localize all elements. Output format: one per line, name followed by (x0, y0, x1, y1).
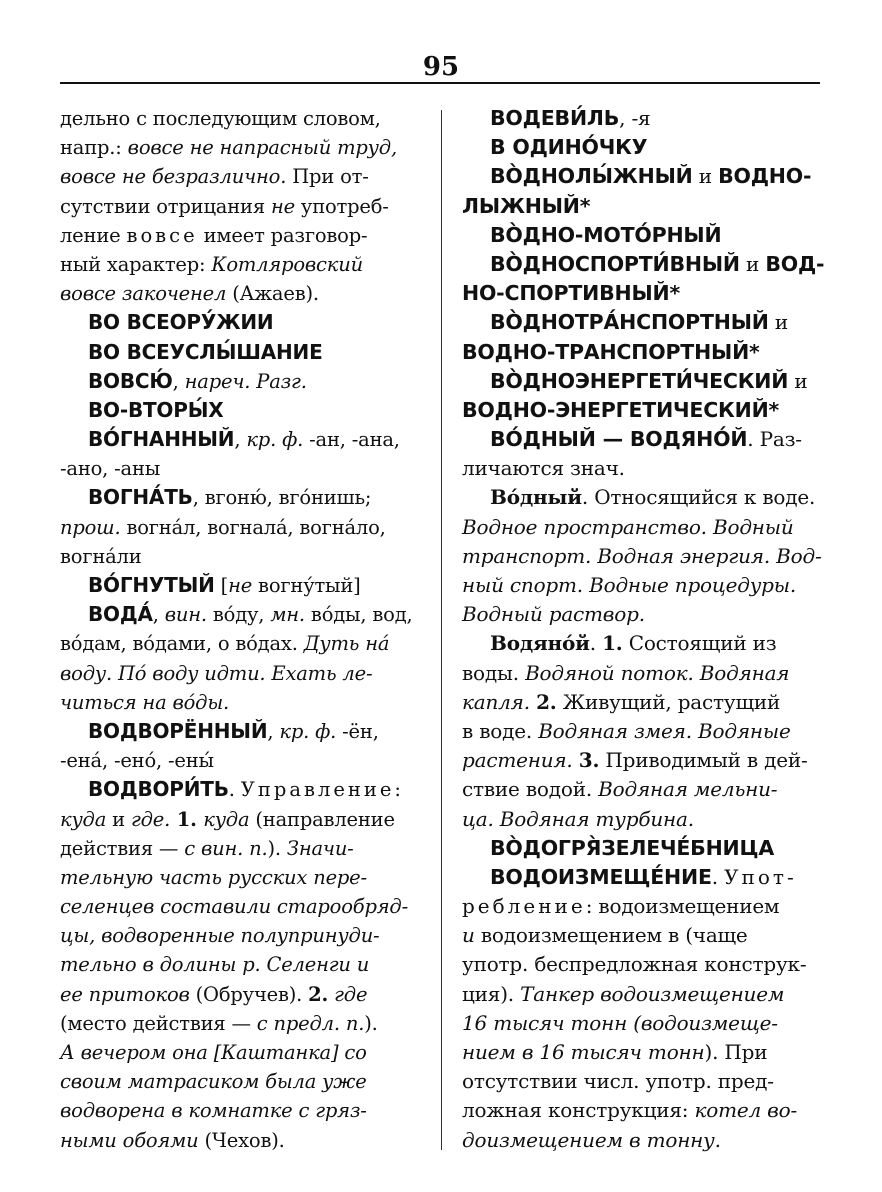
text-segment: во́дам, во́дами, о во́дах. (60, 632, 304, 656)
text-segment: читься на во́ды. (60, 690, 230, 714)
text-segment: (Ажаев). (226, 282, 319, 306)
headword: ВОДВОРЁННЫЙ (88, 718, 268, 743)
headword: ВОД- (765, 251, 825, 276)
text-line (60, 746, 416, 775)
text-segment: и (692, 164, 719, 189)
text-segment: Приводимый в дей- (599, 748, 808, 773)
text-segment: котел во- (694, 1098, 798, 1123)
text-line (462, 338, 822, 367)
text-segment: где. (130, 807, 171, 831)
text-segment: прош. (60, 515, 121, 539)
text-line (462, 279, 822, 308)
text-segment: ее притоков (60, 982, 190, 1006)
text-segment: ция). (462, 981, 521, 1006)
text-segment: ный спорт. Водные процедуры. (462, 573, 797, 597)
text-segment: водоизмещением в (чаще (474, 923, 748, 948)
text-line (60, 775, 416, 804)
text-line (462, 162, 822, 191)
text-segment: вовсе не напрасный труд, (127, 136, 397, 160)
headword: ВОДОИЗМЕЩЕ́НИЕ (490, 864, 712, 889)
text-segment: . Раз- (747, 427, 802, 452)
headword: ЛЫЖНЫЙ* (462, 193, 591, 218)
text-line (462, 250, 825, 279)
text-line (60, 367, 416, 396)
text-line (462, 367, 822, 396)
text-line (462, 1067, 822, 1096)
text-segment: 1. (602, 631, 623, 656)
text-segment: ный характер: (60, 252, 212, 276)
text-segment: транспорт. Водная энергия. Вод- (462, 543, 822, 568)
text-segment: При от- (286, 165, 369, 189)
text-segment: Водное пространство. Водный (462, 514, 794, 539)
text-segment: отсутствии числ. употр. пред- (462, 1069, 774, 1094)
text-segment: и (768, 310, 789, 335)
header-rule (60, 82, 820, 84)
text-segment: напр.: (60, 136, 128, 160)
headword: ВОДНО- (718, 164, 812, 189)
text-line (60, 279, 416, 308)
text-line (60, 600, 416, 629)
text-line (462, 688, 822, 717)
text-segment: Водяно́й (490, 631, 590, 656)
headword: ВО̀ДНО-МОТО́РНЫЙ (490, 222, 722, 247)
text-line (462, 805, 822, 834)
text-segment: . (589, 631, 603, 656)
text-segment: капля. (462, 689, 530, 714)
text-line (60, 1067, 416, 1096)
headword: ВО́ГНАННЫЙ (88, 427, 235, 452)
text-segment: [ (214, 574, 229, 597)
text-segment: А вечером она [Каштанка] со (60, 1041, 367, 1064)
headword: ВО́ДНЫЙ — ВОДЯНО́Й (490, 427, 748, 452)
text-segment: где (334, 982, 368, 1006)
text-segment: кр. ф. (246, 428, 304, 452)
text-segment: Управление: (240, 778, 405, 802)
text-segment: дельно с последующим словом, (60, 107, 381, 130)
text-line (462, 980, 822, 1009)
text-line (60, 483, 416, 512)
text-line (60, 892, 416, 921)
text-segment: Котляровский (211, 252, 363, 276)
text-segment: ление (60, 223, 127, 247)
text-line (462, 542, 822, 571)
text-line (60, 659, 416, 688)
text-line (60, 1009, 416, 1038)
text-line (462, 629, 822, 658)
text-segment: Значи- (286, 836, 354, 860)
text-line (462, 483, 822, 512)
text-segment: 16 тысяч тонн (водоизмеще- (462, 1010, 778, 1035)
text-segment: водворена в комнатке с гряз- (60, 1099, 367, 1123)
text-line (462, 133, 822, 162)
text-segment: и (462, 923, 475, 948)
text-line (60, 717, 416, 746)
text-segment: . Относящийся к воде. (581, 485, 816, 510)
text-segment: -ан, -ана, (303, 428, 400, 452)
text-segment: кр. ф. (279, 719, 337, 743)
text-line (60, 950, 416, 979)
headword: В ОДИНО́ЧКУ (490, 135, 648, 160)
text-segment: вовсе не безразлично. (60, 165, 287, 189)
text-line (462, 308, 822, 337)
headword: ВО̀ДНОТРА́НСПОРТНЫЙ (490, 310, 769, 335)
text-line (462, 104, 822, 133)
text-segment: и (106, 807, 131, 831)
text-segment: , (267, 719, 280, 743)
page-number: 95 (422, 52, 460, 82)
text-line (462, 950, 822, 979)
text-segment: и (788, 368, 808, 393)
headword: ВОДА́ (88, 602, 153, 627)
text-segment: употреб- (294, 194, 389, 218)
text-segment: воды. (462, 660, 526, 685)
text-line (462, 775, 822, 804)
text-segment: растения. (462, 748, 573, 773)
text-segment: доизмещением в тонну. (462, 1127, 721, 1152)
text-line (462, 1096, 822, 1125)
headword: ВОДЕВИ́ЛЬ (490, 106, 620, 130)
text-line (60, 863, 416, 892)
text-segment: селенцев составили старообряд- (60, 895, 408, 919)
text-line (462, 1038, 822, 1067)
text-segment: вовсе закоченел (60, 282, 227, 306)
text-segment: Танкер водоизмещением (520, 981, 785, 1006)
text-line (60, 308, 416, 337)
text-segment: 2. (536, 689, 557, 714)
text-segment: Живущий, растущий (556, 689, 781, 714)
text-segment: употр. беспредложная конструк- (462, 952, 807, 977)
text-segment: во́ду, (206, 603, 271, 627)
text-line (60, 104, 416, 133)
headword: ВО ВСЕОРУ́ЖИИ (88, 310, 274, 335)
headword: ВОДНО-ЭНЕРГЕТИЧЕСКИЙ* (462, 397, 780, 422)
text-segment: вовсе (126, 223, 198, 247)
text-line (60, 571, 416, 600)
text-segment: , (172, 369, 185, 393)
text-segment: Во́дный (490, 485, 582, 510)
text-segment: Водяной поток. Водяная (525, 660, 790, 685)
text-segment: действия — (60, 836, 185, 860)
text-line (462, 834, 822, 863)
left-column (60, 104, 416, 1155)
text-line (462, 396, 822, 425)
text-segment: сутствии отрицания (60, 194, 271, 218)
text-segment: с вин. п. (184, 836, 268, 860)
text-segment: имеет разговор- (197, 223, 368, 247)
text-segment: ). При (704, 1040, 768, 1064)
text-segment: ребление (462, 894, 586, 919)
text-line (60, 834, 416, 863)
text-segment: . (711, 864, 725, 889)
text-line (462, 892, 822, 921)
text-segment: Состоящий из (622, 631, 777, 656)
text-line (60, 162, 416, 191)
text-segment: ца. Водяная турбина. (462, 806, 694, 831)
text-line (462, 425, 822, 454)
text-segment: Водяная мельни- (598, 777, 778, 802)
text-segment: (Чехов). (198, 1128, 285, 1152)
text-line (462, 454, 822, 483)
text-segment: не (270, 194, 295, 218)
text-line (462, 221, 822, 250)
text-line (60, 688, 416, 717)
text-segment: вогна́ли (60, 544, 142, 568)
text-segment: не (228, 574, 253, 597)
headword: ВО ВСЕУСЛЫ́ШАНИЕ (88, 339, 323, 364)
headword: ВО̀ДНОЛЫ́ЖНЫЙ (490, 164, 693, 189)
text-segment: вогна́л, вогнала́, вогна́ло, (120, 515, 386, 539)
text-segment: воду. По́ воду идти. Ехать ле- (60, 661, 373, 685)
headword: ВО̀ДНОСПОРТИ́ВНЫЙ (490, 251, 740, 276)
text-line (462, 863, 822, 892)
text-segment: нареч. Разг. (184, 369, 307, 393)
text-segment: -ена́, -ено́, -ены́ (60, 749, 214, 773)
text-segment: 3. (578, 748, 600, 773)
text-segment: своим матрасиком была уже (60, 1070, 367, 1094)
text-segment: с предл. п. (256, 1011, 365, 1035)
text-segment: во́ды, вод, (304, 603, 413, 627)
text-line (462, 659, 822, 688)
text-segment: , (234, 428, 247, 452)
headword: ВО̀ДНОЭНЕРГЕТИ́ЧЕСКИЙ (490, 368, 789, 393)
text-segment: , вгоню́, вго́нишь; (192, 486, 372, 510)
text-line (462, 513, 822, 542)
text-line (462, 571, 822, 600)
text-segment: Упот- (724, 864, 797, 889)
text-segment: : водоизмещением (585, 894, 780, 919)
text-segment: тельно в долины р. Селенги и (60, 953, 370, 977)
text-line (462, 1009, 822, 1038)
text-segment: нием в 16 тысяч тонн (462, 1040, 705, 1064)
text-segment: Водный раствор. (462, 602, 645, 627)
text-segment: тельную часть русских пере- (60, 865, 367, 889)
text-line (60, 396, 416, 425)
text-segment: мн. (270, 603, 305, 627)
text-line (462, 717, 822, 746)
text-segment: в воде. (462, 718, 539, 743)
text-line (462, 746, 822, 775)
text-line (60, 425, 416, 454)
text-line (60, 133, 416, 162)
headword: ВОДВОРИ́ТЬ (88, 777, 229, 802)
headword: ВО-ВТОРЫ́Х (88, 397, 224, 422)
text-segment: , (152, 603, 165, 627)
text-line (462, 921, 822, 950)
text-line (60, 221, 416, 250)
text-segment: , -я (619, 106, 651, 130)
text-segment: (место действия — (60, 1011, 257, 1035)
text-line (60, 921, 416, 950)
text-segment: цы, водворенные полупринуди- (60, 924, 380, 948)
text-segment: Дуть на́ (303, 632, 390, 656)
text-segment: (Обручев). (189, 982, 309, 1006)
text-line (60, 513, 416, 542)
text-segment: (направление (249, 807, 395, 831)
text-line (60, 1126, 416, 1155)
text-line (462, 192, 822, 221)
text-segment: куда (60, 807, 107, 831)
text-segment: Водяная змея. Водяные (538, 718, 791, 743)
text-segment: -ано, -аны (60, 457, 161, 481)
text-segment: ). (364, 1011, 378, 1035)
text-segment: вогну́тый] (252, 574, 361, 597)
text-segment: вин. (164, 603, 207, 627)
headword: ВОДНО-ТРАНСПОРТНЫЙ* (462, 339, 760, 364)
text-line (60, 250, 416, 279)
text-line (60, 805, 416, 834)
text-segment: ными обоями (60, 1128, 199, 1152)
text-line (462, 600, 822, 629)
headword: ВОВСЮ́ (88, 368, 173, 393)
text-segment: ложная конструкция: (462, 1098, 695, 1123)
text-segment: ствие водой. (462, 777, 599, 802)
text-segment: куда (203, 807, 250, 831)
text-line (60, 454, 416, 483)
text-line (462, 1126, 822, 1155)
text-line (60, 542, 416, 571)
text-segment: личаются знач. (462, 456, 625, 481)
right-column (462, 104, 825, 1155)
headword: НО-СПОРТИВНЫЙ* (462, 281, 680, 306)
headword: ВО́ГНУТЫЙ (88, 573, 215, 597)
text-segment: ). (267, 836, 287, 860)
text-line (60, 980, 416, 1009)
text-line (60, 1096, 416, 1125)
text-line (60, 338, 416, 367)
text-line (60, 629, 416, 658)
text-segment: 1. (170, 807, 204, 831)
column-divider (441, 110, 442, 1150)
text-segment: . (228, 778, 241, 802)
headword: ВО̀ДОГРЯ̀ЗЕЛЕЧЕ́БНИЦА (490, 835, 775, 860)
headword: ВОГНА́ТЬ (88, 485, 193, 510)
text-segment: 2. (308, 982, 329, 1006)
text-segment: -ён, (336, 719, 379, 743)
text-segment: и (739, 251, 766, 276)
text-line (60, 1038, 416, 1067)
text-line (60, 192, 416, 221)
